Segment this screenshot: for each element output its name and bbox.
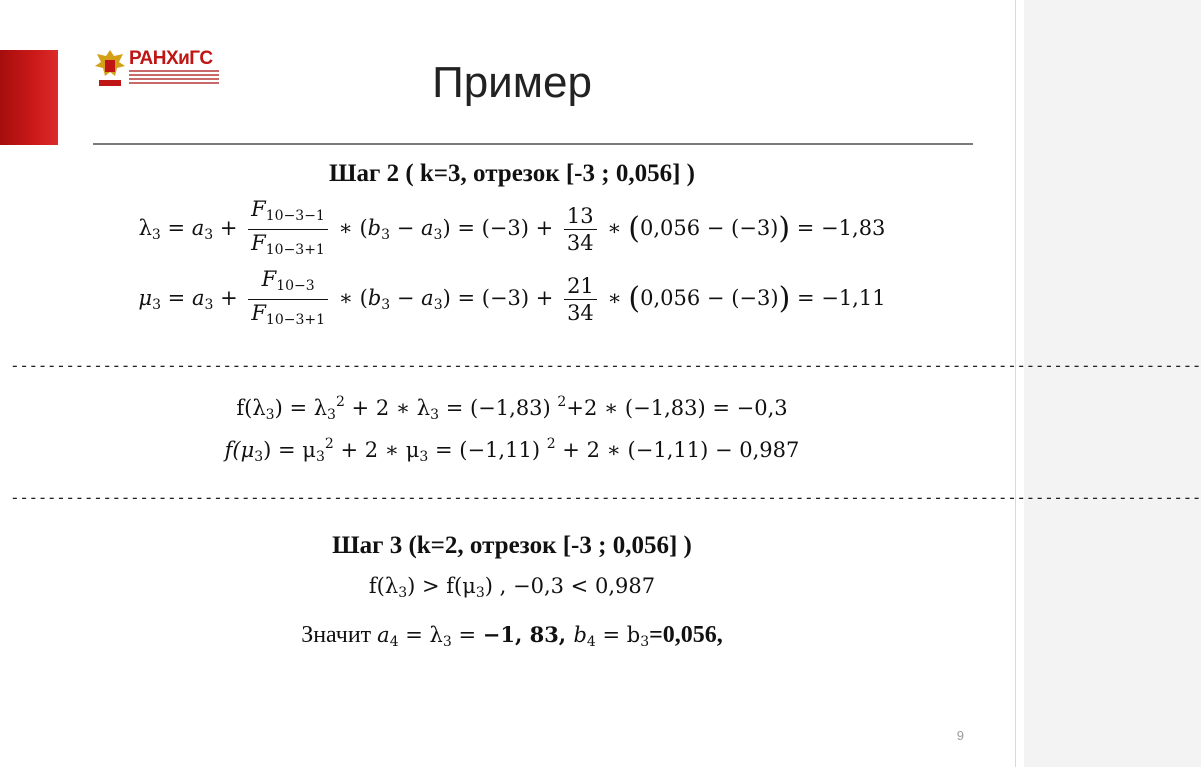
step3-heading: Шаг 3 (k=2, отрезок [-3 ; 0,056] ): [332, 532, 692, 559]
f-lambda-evaluation: $f(\lambda_3) = \lambda_3^2 + 2$ ∗ $\lambda_3 = (-1,83)$ $^2$+2 ∗ (−1,83) = −0,3: [236, 394, 788, 423]
numeric-fraction: $\frac{13}{34}$: [564, 203, 597, 256]
dashed-separator-1: ---------------------------------------------------------------------------------------------------------------------------------: [10, 356, 1201, 375]
f-mu-evaluation: $f(\mu_3) = \mu_3^2 + 2$ ∗ $\mu_3 = (-1,11) ^2 + 2$ ∗ (−1,11) − 0,987: [224, 436, 800, 465]
lambda-formula: $\lambda_3 = a_3$ + $\frac{F_{10-3-1}}{F_{10-3+1}}$ ∗ $(b_3 - a_3) = (-3)$ + $\frac{13}{34}$ ∗ (0,056 − (−3)) = −1,83: [0, 196, 1024, 263]
step2-heading: Шаг 2 ( k=3, отрезок [-3 ; 0,056] ): [329, 160, 695, 187]
slide-title: Пример: [432, 58, 592, 107]
slide-border: [1015, 0, 1016, 767]
title-divider: [93, 143, 973, 145]
f-ratio-fraction: $\frac{F_{10-3}}{F_{10-3+1}}$: [248, 266, 328, 333]
mu-formula: $\mu_3 = a_3$ + $\frac{F_{10-3}}{F_{10-3+1}}$ ∗ $(b_3 - a_3) = (-3)$ + $\frac{21}{34}$ ∗ (0,056 − (−3)) = −1,11: [0, 266, 1024, 333]
conclusion-line: Значит $a_4 = \lambda_3 = -1$, 83, $b_4 = b_3=0,056$,: [301, 622, 723, 650]
logo-text: РАНХиГС: [129, 48, 213, 69]
page-number: 9: [956, 728, 964, 743]
f-ratio-fraction: $\frac{F_{10-3-1}}{F_{10-3+1}}$: [248, 196, 328, 263]
numeric-fraction: $\frac{21}{34}$: [564, 273, 597, 326]
dashed-separator-2: ---------------------------------------------------------------------------------------------------------------------------------: [10, 488, 1201, 507]
comparison-line: $f(\lambda_3) > f(\mu_3)$ , −0,3 < 0,987: [368, 574, 656, 601]
